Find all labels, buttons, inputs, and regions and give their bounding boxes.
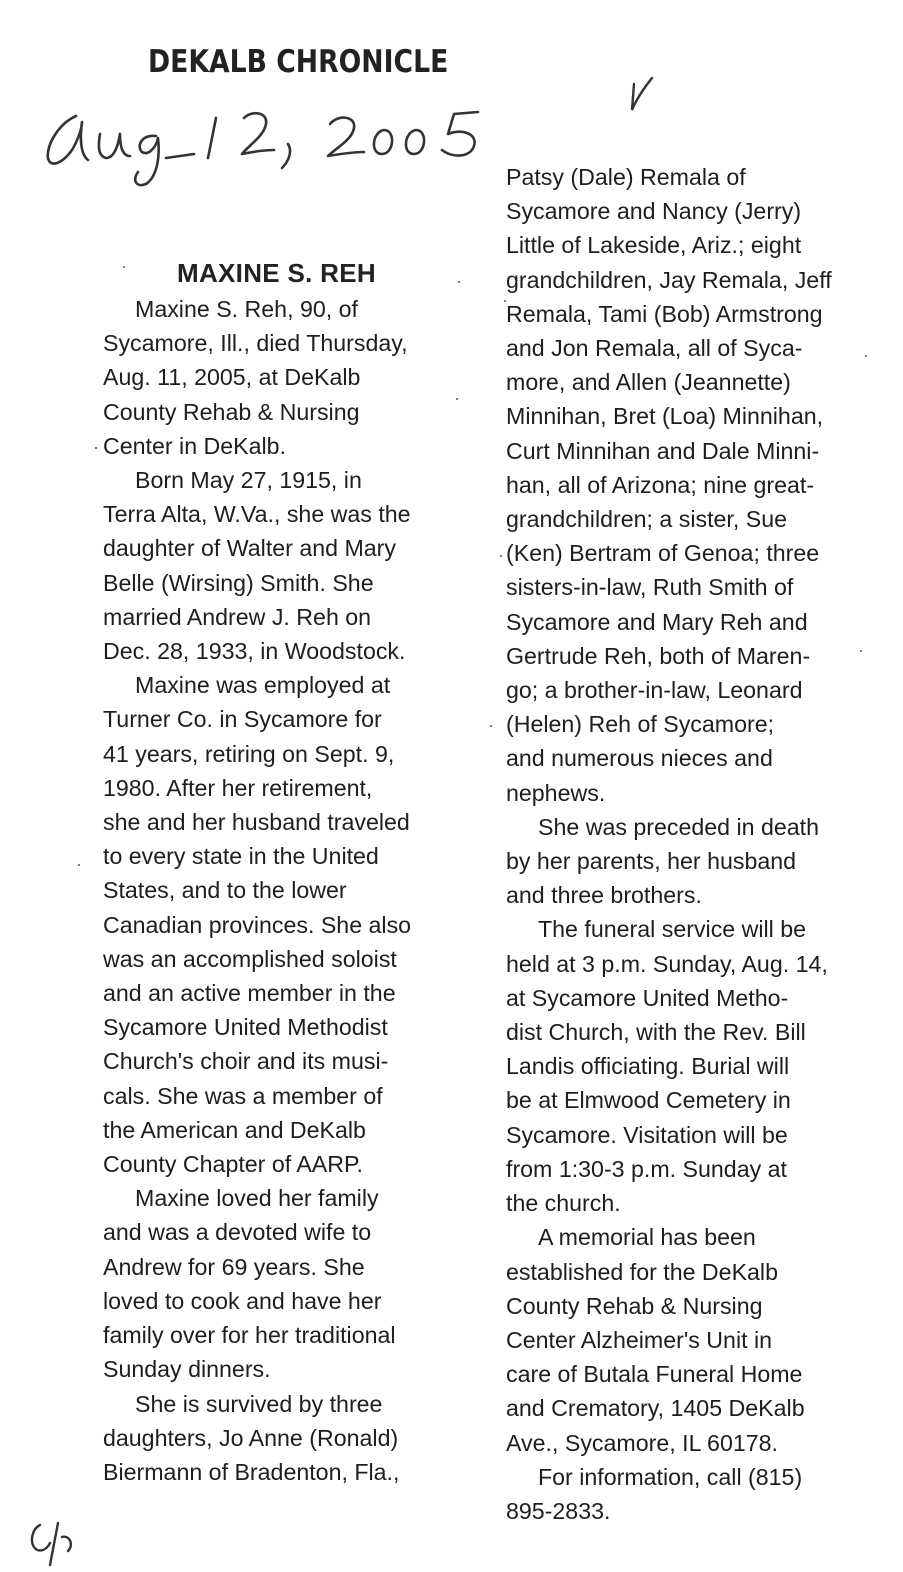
text-line: Sycamore United Methodist	[103, 1014, 388, 1041]
text-line: and Jon Remala, all of Syca-	[506, 335, 803, 362]
text-line: cals. She was a member of	[103, 1082, 383, 1109]
text-line: she and her husband traveled	[103, 809, 410, 836]
text-line: Landis officiating. Burial will	[506, 1053, 790, 1080]
text-line: Sycamore, Ill., died Thursday,	[103, 330, 408, 357]
text-line: loved to cook and have her	[103, 1287, 382, 1314]
obituary-left-column	[103, 260, 493, 1489]
obituary-right-column	[506, 160, 886, 1528]
text-line: Maxine loved her family	[135, 1185, 379, 1212]
text-line: and was a devoted wife to	[103, 1219, 372, 1246]
handwritten-date-annotation	[38, 84, 498, 194]
newspaper-masthead: DEKALB CHRONICLE	[148, 44, 449, 80]
check-mark-annotation	[620, 70, 660, 120]
scan-speck	[500, 555, 502, 557]
text-line: For information, call (815)	[538, 1463, 803, 1490]
margin-handwritten-mark	[20, 1515, 80, 1572]
text-line: States, and to the lower	[103, 877, 347, 904]
text-line: Gertrude Reh, both of Maren-	[506, 642, 811, 669]
text-line: Born May 27, 1915, in	[135, 467, 362, 494]
text-line: County Rehab & Nursing	[506, 1292, 763, 1319]
text-line: the American and DeKalb	[103, 1116, 366, 1143]
right-column-text	[506, 160, 886, 1528]
text-line: Maxine was employed at	[135, 672, 391, 699]
text-line: Sycamore and Nancy (Jerry)	[506, 198, 802, 225]
text-line: A memorial has been	[538, 1224, 756, 1251]
text-line: She is survived by three	[135, 1390, 383, 1417]
text-line: Belle (Wirsing) Smith. She	[103, 569, 374, 596]
text-line: 895-2833.	[506, 1497, 611, 1524]
text-line: han, all of Arizona; nine great-	[506, 471, 815, 498]
text-line: daughters, Jo Anne (Ronald)	[103, 1424, 399, 1451]
text-line: nephews.	[506, 779, 606, 806]
scan-speck	[95, 447, 97, 449]
text-line: Aug. 11, 2005, at DeKalb	[103, 364, 361, 391]
text-line: Center in DeKalb.	[103, 432, 287, 459]
text-line: (Helen) Reh of Sycamore;	[506, 711, 775, 738]
text-line: Curt Minnihan and Dale Minni-	[506, 437, 820, 464]
text-line: Dec. 28, 1933, in Woodstock.	[103, 638, 406, 665]
text-line: to every state in the United	[103, 843, 379, 870]
text-line: was an accomplished soloist	[103, 945, 397, 972]
scan-speck	[865, 355, 867, 357]
text-line: Little of Lakeside, Ariz.; eight	[506, 232, 802, 259]
text-line: married Andrew J. Reh on	[103, 603, 372, 630]
text-line: Sycamore and Mary Reh and	[506, 608, 808, 635]
text-line: Sycamore. Visitation will be	[506, 1121, 788, 1148]
text-line: (Ken) Bertram of Genoa; three	[506, 540, 820, 567]
text-line: 1980. After her retirement,	[103, 774, 373, 801]
text-line: daughter of Walter and Mary	[103, 535, 396, 562]
text-line: County Chapter of AARP.	[103, 1151, 363, 1178]
text-line: grandchildren; a sister, Sue	[506, 506, 787, 533]
text-line: established for the DeKalb	[506, 1258, 778, 1285]
scan-speck	[504, 300, 506, 302]
scan-speck	[123, 266, 125, 268]
text-line: held at 3 p.m. Sunday, Aug. 14,	[506, 950, 828, 977]
scan-speck	[490, 725, 492, 727]
text-line: Patsy (Dale) Remala of	[506, 164, 746, 190]
text-line: the church.	[506, 1190, 621, 1217]
text-line: and Crematory, 1405 DeKalb	[506, 1395, 805, 1422]
scan-speck	[860, 650, 862, 652]
text-line: 41 years, retiring on Sept. 9,	[103, 740, 395, 767]
text-line: Maxine S. Reh, 90, of	[135, 296, 358, 322]
text-line: at Sycamore United Metho-	[506, 984, 789, 1011]
text-line: be at Elmwood Cemetery in	[506, 1087, 791, 1114]
scan-speck	[458, 281, 460, 283]
text-line: County Rehab & Nursing	[103, 398, 360, 425]
text-line: go; a brother-in-law, Leonard	[506, 677, 803, 704]
left-column-text	[103, 292, 493, 1489]
text-line: Canadian provinces. She also	[103, 911, 412, 938]
text-line: Andrew for 69 years. She	[103, 1253, 365, 1280]
text-line: more, and Allen (Jeannette)	[506, 369, 791, 396]
text-line: Church's choir and its musi-	[103, 1048, 389, 1075]
text-line: by her parents, her husband	[506, 848, 797, 875]
text-line: Minnihan, Bret (Loa) Minnihan,	[506, 403, 824, 430]
text-line: family over for her traditional	[103, 1322, 396, 1349]
text-line: Biermann of Bradenton, Fla.,	[103, 1458, 400, 1485]
text-line: and numerous nieces and	[506, 745, 773, 772]
text-line: sisters-in-law, Ruth Smith of	[506, 574, 794, 601]
text-line: She was preceded in death	[538, 813, 820, 840]
text-line: from 1:30-3 p.m. Sunday at	[506, 1155, 787, 1182]
scan-speck	[456, 398, 458, 400]
text-line: Ave., Sycamore, IL 60178.	[506, 1429, 778, 1456]
scan-speck	[78, 864, 80, 866]
text-line: grandchildren, Jay Remala, Jeff	[506, 266, 832, 293]
text-line: Center Alzheimer's Unit in	[506, 1326, 773, 1353]
text-line: Turner Co. in Sycamore for	[103, 706, 382, 733]
text-line: Remala, Tami (Bob) Armstrong	[506, 300, 823, 327]
obituary-headline: MAXINE S. REH	[177, 258, 376, 288]
text-line: Terra Alta, W.Va., she was the	[103, 501, 411, 528]
text-line: and three brothers.	[506, 882, 702, 909]
text-line: Sunday dinners.	[103, 1356, 271, 1383]
text-line: The funeral service will be	[538, 916, 807, 943]
text-line: and an active member in the	[103, 980, 396, 1007]
text-line: dist Church, with the Rev. Bill	[506, 1019, 806, 1046]
text-line: care of Butala Funeral Home	[506, 1361, 803, 1388]
